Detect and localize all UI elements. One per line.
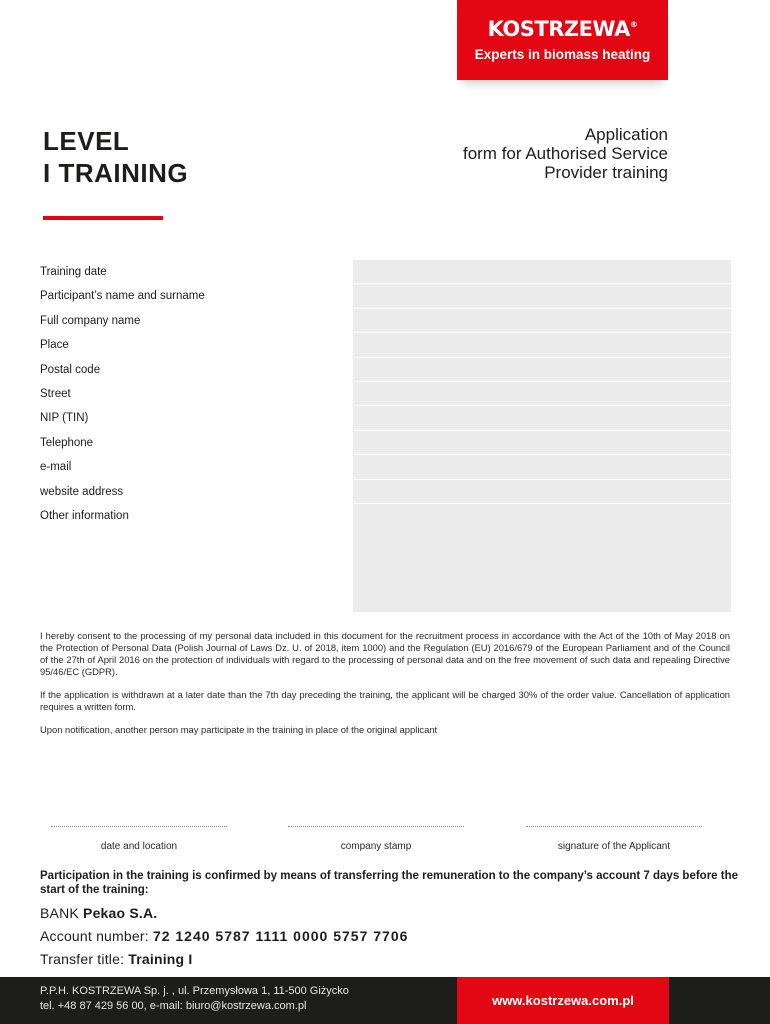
brand-name (457, 17, 668, 41)
telephone-label: Telephone (40, 436, 94, 449)
bank-line (40, 905, 157, 921)
subtitle-line-3: Provider training (544, 163, 668, 182)
account-number: 72 1240 5787 1111 0000 5757 7706 (152, 928, 409, 944)
form-row-place (40, 333, 731, 357)
form-row-company-name (40, 309, 731, 333)
account-label: Account number: (40, 928, 149, 944)
other-info-label: Other information (40, 509, 129, 522)
transfer-title-line (40, 951, 193, 967)
form-row-participant-name (40, 284, 731, 308)
form-row-email (40, 455, 731, 479)
applicant-signature-line[interactable] (526, 826, 702, 827)
footer-address-line-2: tel. +48 87 429 56 00, e-mail: biuro@kostrzewa.com.pl (40, 1000, 307, 1012)
title-line-2: I TRAINING (43, 158, 189, 188)
nip-label: NIP (TIN) (40, 412, 89, 425)
footer-address-line-1: P.P.H. KOSTRZEWA Sp. j. , ul. Przemysłowa 1, 11-500 Giżycko (40, 985, 349, 997)
subtitle-line-1: Application (584, 125, 668, 144)
form-row-postal-code (40, 358, 731, 382)
brand-logo (457, 0, 668, 80)
footer-website-link[interactable]: www.kostrzewa.com.pl (457, 977, 669, 1024)
consent-gdpr-paragraph: I hereby consent to the processing of my personal data included in this document for the recruitment process in accordance with the Act of the 10th of May 2018 on the Protection of Personal Data (Polish Journal of Laws Dz. U. of 2018, item 1000) and the Regulation (EU) 2016/679 of the European Parliament and of the Council of the 27th of April 2016 on the protection of individuals with regard to the processing of personal data and on the free movement of such data and repealing Directive 95/46/EC (GDPR). (40, 630, 730, 677)
consent-text (40, 630, 730, 747)
page-title (43, 125, 188, 189)
date-location-line[interactable] (51, 826, 227, 827)
form-row-street (40, 382, 731, 406)
email-label: e-mail (40, 461, 72, 474)
brand-wordmark: KOSTRZEWA (487, 17, 630, 41)
date-location-label: date and location (100, 841, 178, 852)
footer (0, 977, 770, 1024)
website-label: website address (40, 485, 124, 498)
title-underline-bar (43, 216, 163, 220)
consent-substitution-paragraph: Upon notification, another person may participate in the training in place of the original applicant (40, 724, 438, 735)
consent-cancellation-paragraph: If the application is withdrawn at a later date than the 7th day preceding the training, the applicant will be charged 30% of the order value. Cancellation of application requires a written form. (40, 689, 730, 712)
form-row-nip (40, 406, 731, 430)
bank-name: Pekao S.A. (83, 905, 158, 921)
subtitle-line-2: form for Authorised Service (462, 144, 668, 163)
payment-confirmation-text: Participation in the training is confirmed by means of transferring the remuneration to the company’s account 7 days before the start of the training: (40, 870, 739, 896)
transfer-title-label: Transfer title: (40, 951, 125, 967)
bank-label: BANK (40, 905, 79, 921)
training-date-label: Training date (40, 266, 107, 278)
account-line (40, 928, 408, 944)
company-stamp-line[interactable] (288, 826, 464, 827)
participant-name-label: Participant’s name and surname (40, 290, 205, 303)
form-row-training-date (40, 260, 731, 284)
street-label: Street (40, 387, 71, 400)
form-row-website (40, 480, 731, 504)
place-label: Place (40, 339, 69, 352)
transfer-title-value: Training I (128, 951, 193, 967)
other-info-field[interactable] (353, 505, 731, 612)
page-subtitle (463, 125, 668, 182)
registered-mark: ® (629, 20, 638, 29)
company-stamp-label: company stamp (340, 841, 412, 852)
postal-code-label: Postal code (40, 363, 101, 376)
form-row-telephone (40, 431, 731, 455)
title-line-1: LEVEL (43, 126, 130, 156)
company-name-label: Full company name (40, 314, 141, 327)
brand-tagline: Experts in biomass heating (474, 47, 651, 62)
application-form (40, 260, 731, 528)
applicant-signature-label: signature of the Applicant (557, 841, 671, 852)
footer-address (40, 984, 349, 1014)
